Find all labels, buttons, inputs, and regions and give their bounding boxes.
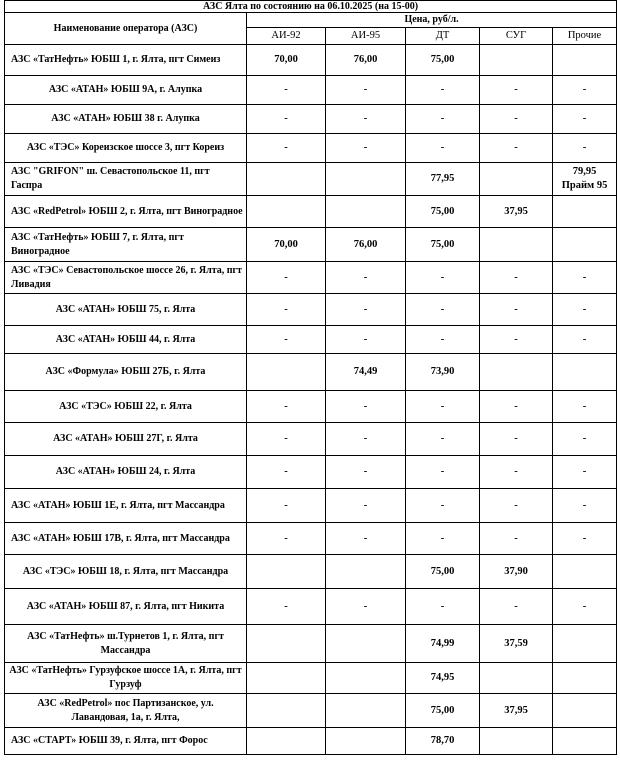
price-cell: 79,95 Прайм 95 — [553, 163, 617, 196]
price-cell — [553, 228, 617, 262]
station-name-cell: АЗС «ТЭС» ЮБШ 18, г. Ялта, пгт Массандра — [5, 555, 247, 589]
price-cell: - — [326, 589, 406, 625]
price-cell: - — [326, 262, 406, 294]
price-cell — [480, 354, 553, 391]
price-cell: - — [553, 105, 617, 134]
price-cell: 37,95 — [480, 196, 553, 228]
table-title: АЗС Ялта по состоянию на 06.10.2025 (на 15-00) — [5, 1, 617, 13]
price-cell — [553, 728, 617, 755]
price-cell: - — [406, 489, 480, 523]
price-cell: - — [406, 326, 480, 354]
price-cell: 76,00 — [326, 45, 406, 76]
station-name-cell: АЗС «Формула» ЮБШ 27Б, г. Ялта — [5, 354, 247, 391]
table-row — [5, 105, 617, 134]
price-cell: - — [480, 489, 553, 523]
price-cell: - — [553, 423, 617, 456]
price-cell: - — [406, 76, 480, 105]
price-cell: - — [326, 423, 406, 456]
price-column-header: Цена, руб/л. — [247, 13, 617, 28]
price-cell: - — [247, 134, 326, 163]
table-row — [5, 728, 617, 755]
price-cell: - — [480, 134, 553, 163]
price-cell: 70,00 — [247, 45, 326, 76]
price-cell: - — [406, 294, 480, 326]
price-cell — [553, 555, 617, 589]
station-name-cell: АЗС «ТЭС» Кореизское шоссе 3, пгт Кореиз — [5, 134, 247, 163]
price-cell: - — [247, 489, 326, 523]
price-cell: - — [406, 456, 480, 489]
fuel-header-dt: ДТ — [406, 28, 480, 45]
price-cell: - — [553, 523, 617, 555]
table-row — [5, 523, 617, 555]
price-cell: - — [326, 76, 406, 105]
station-name-cell: АЗС «ТЭС» Севастопольское шоссе 26, г. Ялта, пгт Ливадия — [5, 262, 247, 294]
price-cell: - — [480, 326, 553, 354]
table-row — [5, 456, 617, 489]
price-cell: - — [480, 294, 553, 326]
station-name-cell: АЗС «АТАН» ЮБШ 17В, г. Ялта, пгт Массандра — [5, 523, 247, 555]
price-cell: 75,00 — [406, 555, 480, 589]
price-cell — [326, 694, 406, 728]
price-cell: 73,90 — [406, 354, 480, 391]
table-row — [5, 625, 617, 663]
price-cell: 75,00 — [406, 196, 480, 228]
station-name-cell: АЗС «RedPetrol» пос Партизанское, ул. Лавандовая, 1а, г. Ялта, — [5, 694, 247, 728]
price-cell: 74,49 — [326, 354, 406, 391]
price-cell: - — [553, 134, 617, 163]
price-cell: - — [406, 523, 480, 555]
station-name-cell: АЗС «ТатНефть» ЮБШ 1, г. Ялта, пгт Симеиз — [5, 45, 247, 76]
price-cell: - — [480, 391, 553, 423]
price-cell: - — [480, 523, 553, 555]
fuel-header-other: Прочие — [553, 28, 617, 45]
price-cell: - — [247, 262, 326, 294]
price-cell: - — [553, 589, 617, 625]
price-cell — [553, 196, 617, 228]
table-row — [5, 489, 617, 523]
price-cell: 37,59 — [480, 625, 553, 663]
price-cell: 37,95 — [480, 694, 553, 728]
station-name-cell: АЗС «ТатНефть» Гурзуфское шоссе 1А, г. Ялта, пгт Гурзуф — [5, 663, 247, 694]
price-cell — [553, 625, 617, 663]
table-row — [5, 663, 617, 694]
station-name-cell: АЗС «АТАН» ЮБШ 24, г. Ялта — [5, 456, 247, 489]
table-row — [5, 196, 617, 228]
station-name-cell: АЗС «АТАН» ЮБШ 27Г, г. Ялта — [5, 423, 247, 456]
station-name-cell: АЗС «RedPetrol» ЮБШ 2, г. Ялта, пгт Виноградное — [5, 196, 247, 228]
price-cell: 78,70 — [406, 728, 480, 755]
price-cell: - — [406, 589, 480, 625]
price-cell: - — [326, 294, 406, 326]
price-cell — [553, 45, 617, 76]
price-cell: - — [406, 423, 480, 456]
price-cell — [247, 663, 326, 694]
price-cell — [553, 354, 617, 391]
price-cell — [326, 728, 406, 755]
station-name-cell: АЗС «АТАН» ЮБШ 38 г. Алупка — [5, 105, 247, 134]
price-cell — [553, 694, 617, 728]
price-cell — [480, 228, 553, 262]
price-cell: - — [553, 326, 617, 354]
station-name-cell: АЗС «АТАН» ЮБШ 75, г. Ялта — [5, 294, 247, 326]
price-cell — [326, 663, 406, 694]
price-cell: - — [406, 262, 480, 294]
price-cell: 37,90 — [480, 555, 553, 589]
price-cell: - — [247, 105, 326, 134]
table-row — [5, 354, 617, 391]
price-cell: - — [247, 76, 326, 105]
price-cell — [553, 663, 617, 694]
operator-column-header: Наименование оператора (АЗС) — [5, 13, 247, 45]
table-row — [5, 555, 617, 589]
price-cell: - — [326, 489, 406, 523]
price-cell: - — [247, 294, 326, 326]
table-row — [5, 76, 617, 105]
price-cell: 75,00 — [406, 694, 480, 728]
table-row — [5, 391, 617, 423]
station-name-cell: АЗС "GRIFON" ш. Севастопольское 11, пгт Гаспра — [5, 163, 247, 196]
station-name-cell: АЗС «АТАН» ЮБШ 1Е, г. Ялта, пгт Массандра — [5, 489, 247, 523]
fuel-header-ai95: АИ-95 — [326, 28, 406, 45]
station-name-cell: АЗС «СТАРТ» ЮБШ 39, г. Ялта, пгт Форос — [5, 728, 247, 755]
price-cell: - — [480, 105, 553, 134]
table-row — [5, 694, 617, 728]
price-cell — [247, 196, 326, 228]
price-cell: - — [553, 262, 617, 294]
price-cell: - — [247, 423, 326, 456]
station-name-cell: АЗС «АТАН» ЮБШ 44, г. Ялта — [5, 326, 247, 354]
price-cell — [247, 163, 326, 196]
price-cell: - — [553, 76, 617, 105]
price-cell: - — [480, 262, 553, 294]
price-cell — [247, 625, 326, 663]
price-cell: - — [553, 294, 617, 326]
price-cell: - — [480, 589, 553, 625]
price-cell — [247, 354, 326, 391]
fuel-price-table — [4, 0, 617, 755]
price-cell: - — [247, 326, 326, 354]
price-cell: 75,00 — [406, 45, 480, 76]
price-cell — [480, 728, 553, 755]
price-cell: - — [480, 423, 553, 456]
station-name-cell: АЗС «АТАН» ЮБШ 87, г. Ялта, пгт Никита — [5, 589, 247, 625]
price-cell — [326, 555, 406, 589]
price-cell — [247, 694, 326, 728]
price-cell — [326, 196, 406, 228]
station-name-cell: АЗС «ТатНефть» ЮБШ 7, г. Ялта, пгт Виноградное — [5, 228, 247, 262]
price-cell — [480, 45, 553, 76]
station-name-cell: АЗС «АТАН» ЮБШ 9А, г. Алупка — [5, 76, 247, 105]
table-row — [5, 423, 617, 456]
price-cell: - — [553, 391, 617, 423]
price-cell: - — [406, 391, 480, 423]
fuel-header-sug: СУГ — [480, 28, 553, 45]
price-cell: - — [326, 326, 406, 354]
table-row — [5, 589, 617, 625]
table-row — [5, 326, 617, 354]
price-cell — [247, 728, 326, 755]
price-cell — [480, 663, 553, 694]
price-cell: - — [480, 456, 553, 489]
station-name-cell: АЗС «ТЭС» ЮБШ 22, г. Ялта — [5, 391, 247, 423]
price-cell: - — [480, 76, 553, 105]
fuel-header-ai92: АИ-92 — [247, 28, 326, 45]
price-cell: - — [406, 134, 480, 163]
price-cell: - — [326, 523, 406, 555]
table-row — [5, 163, 617, 196]
table-row — [5, 228, 617, 262]
price-cell: - — [247, 456, 326, 489]
table-row — [5, 134, 617, 163]
station-name-cell: АЗС «ТатНефть» ш.Турнетов 1, г. Ялта, пгт Массандра — [5, 625, 247, 663]
price-cell — [326, 625, 406, 663]
price-cell — [247, 555, 326, 589]
price-cell: - — [247, 589, 326, 625]
price-cell: 77,95 — [406, 163, 480, 196]
table-row — [5, 45, 617, 76]
price-cell: 74,95 — [406, 663, 480, 694]
price-cell: - — [326, 134, 406, 163]
price-cell: - — [326, 105, 406, 134]
price-cell — [326, 163, 406, 196]
price-cell: - — [247, 391, 326, 423]
price-cell: - — [553, 489, 617, 523]
price-cell: - — [406, 105, 480, 134]
price-cell: - — [326, 456, 406, 489]
price-cell — [480, 163, 553, 196]
price-cell: - — [247, 523, 326, 555]
price-cell: - — [553, 456, 617, 489]
price-cell: 75,00 — [406, 228, 480, 262]
table-row — [5, 262, 617, 294]
price-cell: - — [326, 391, 406, 423]
table-row — [5, 294, 617, 326]
price-cell: 74,99 — [406, 625, 480, 663]
price-cell: 70,00 — [247, 228, 326, 262]
price-cell: 76,00 — [326, 228, 406, 262]
